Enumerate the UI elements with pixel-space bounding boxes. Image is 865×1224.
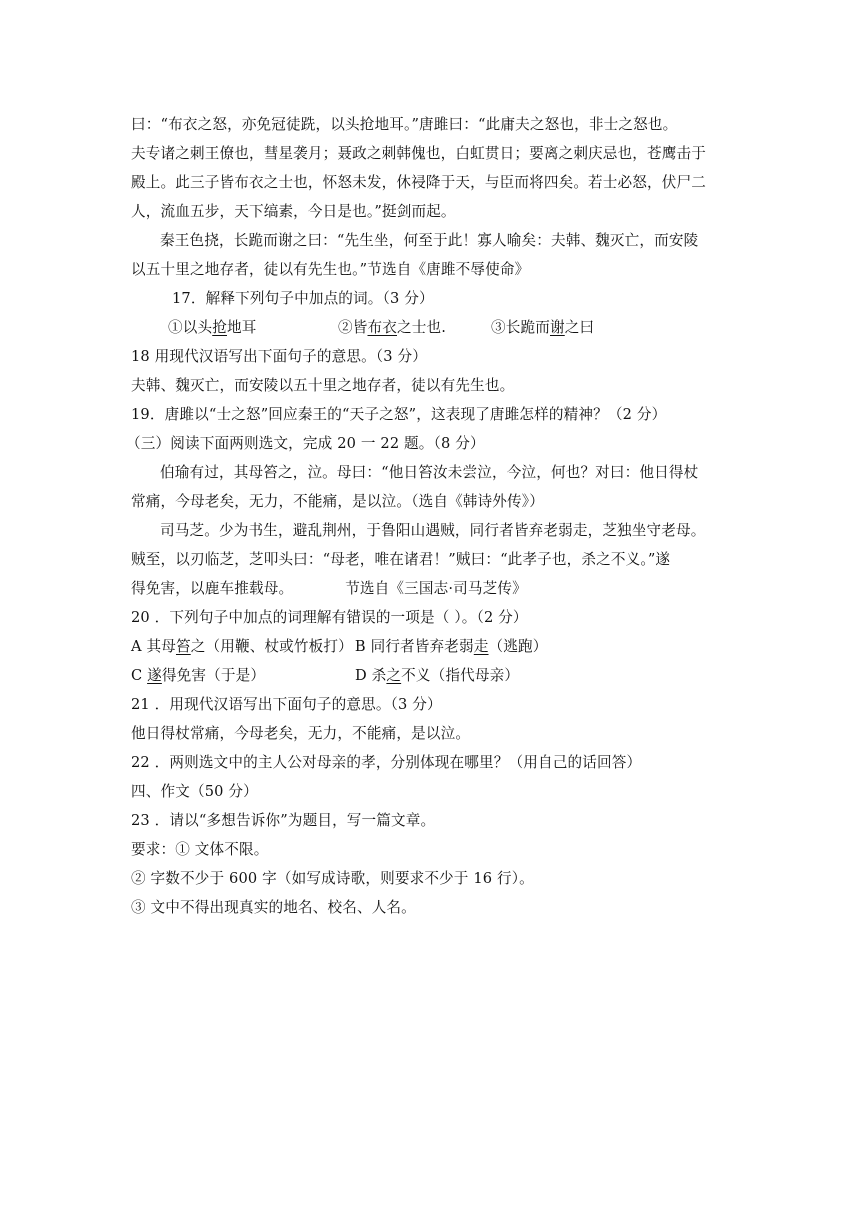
question-22-prompt: 22 ．两则选文中的主人公对母亲的孝，分别体现在哪里？（用自己的话回答）	[131, 754, 642, 771]
question-17-item-2	[338, 318, 446, 338]
section-3-heading: （三）阅读下面两则选文，完成 20 一 22 题。（8 分）	[126, 435, 485, 452]
passage-b-line: 司马芝。少为书生，避乱荆州，于鲁阳山遇贼，同行者皆弃老弱走，芝独坐守老母。	[160, 522, 706, 539]
question-17-prompt: 17．解释下列句子中加点的词。（3 分）	[172, 290, 434, 307]
item-text: 地耳	[226, 319, 257, 336]
passage-b-line	[131, 579, 527, 599]
option-a	[131, 638, 353, 655]
requirement-2: ② 字数不少于 600 字（如写成诗歌，则要求不少于 16 行）。	[131, 870, 534, 887]
passage-line: 人，流血五步，天下缟素，今日是也。”挺剑而起。	[131, 203, 456, 220]
option-text: C	[131, 667, 148, 684]
passage-line: 以五十里之地存者，徒以有先生也。”节选自《唐雎不辱使命》	[131, 261, 530, 278]
passage-line: 殿上。此三子皆布衣之士也，怀怒未发，休祲降于天，与臣而将四矣。若士必怒，伏尸二	[131, 174, 707, 191]
item-text: 之士也.	[397, 319, 447, 336]
question-17-item-3	[491, 318, 594, 338]
item-text: 之曰	[564, 319, 595, 336]
requirement-1: 要求：① 文体不限。	[131, 841, 269, 858]
question-20-option-c	[131, 666, 265, 686]
dotted-word: 谢	[549, 319, 565, 336]
option-text: （逃跑）	[488, 638, 548, 655]
question-17-item-1	[168, 318, 256, 338]
passage-b-text: 得免害，以鹿车推载母。	[131, 580, 294, 597]
question-20-options-ab	[131, 637, 548, 657]
passage-b-line: 贼至，以刃临芝，芝叩头曰：“母老，唯在诸君！”贼曰：“此孝子也，杀之不义。”遂	[131, 551, 671, 568]
dotted-word: 走	[473, 638, 489, 655]
question-19-prompt: 19．唐雎以“士之怒”回应秦王的“天子之怒”，这表现了唐雎怎样的精神？（2 分）	[131, 406, 667, 423]
option-text: 之（用鞭、杖或竹板打）	[190, 638, 353, 655]
option-text: D 杀	[355, 667, 387, 684]
option-b	[355, 638, 548, 655]
question-20-prompt: 20 ．下列句子中加点的词理解有错误的一项是（ ）。（2 分）	[131, 609, 528, 626]
dotted-word: 抢	[212, 319, 227, 336]
question-20-option-d	[355, 666, 519, 686]
question-18-sentence: 夫韩、魏灭亡，而安陵以五十里之地存者，徒以有先生也。	[131, 377, 515, 394]
passage-line: 曰：“布衣之怒，亦免冠徒跣，以头抢地耳。”唐雎曰：“此庸夫之怒也，非士之怒也。	[131, 116, 678, 133]
dotted-word: 遂	[147, 667, 162, 684]
option-text: 得免害（于是）	[161, 667, 266, 684]
passage-b-source: 节选自《三国志·司马芝传》	[345, 580, 527, 597]
passage-a-line: 常痛，今母老矣，无力，不能痛，是以泣。（选自《韩诗外传》）	[131, 493, 544, 510]
question-21-prompt: 21 ．用现代汉语写出下面句子的意思。（3 分）	[131, 696, 442, 713]
question-18-prompt: 18 用现代汉语写出下面句子的意思。（3 分）	[131, 348, 427, 365]
item-text: ②皆	[338, 319, 368, 336]
passage-line: 夫专诸之刺王僚也，彗星袭月；聂政之刺韩傀也，白虹贯日；要离之刺庆忌也，苍鹰击于	[131, 145, 707, 162]
passage-line: 秦王色挠，长跪而谢之曰：“先生坐，何至于此！寡人喻矣：夫韩、魏灭亡，而安陵	[160, 232, 699, 249]
item-text: ③长跪而	[491, 319, 550, 336]
dotted-word: 布衣	[367, 319, 397, 336]
dotted-word: 之	[386, 667, 402, 684]
question-21-sentence: 他日得杖常痛，今母老矣，无力，不能痛，是以泣。	[131, 725, 471, 742]
dotted-word: 笞	[175, 638, 191, 655]
option-text: 不义（指代母亲）	[401, 667, 520, 684]
question-23-prompt: 23 ．请以“多想告诉你”为题目，写一篇文章。	[131, 812, 436, 829]
option-text: A 其母	[131, 638, 176, 655]
item-text: ①以头	[168, 319, 213, 336]
section-4-heading: 四、作文（50 分）	[131, 783, 258, 800]
option-text: B 同行者皆弃老弱	[354, 638, 474, 655]
passage-a-line: 伯瑜有过，其母笞之，泣。母曰：“他日笞汝未尝泣，今泣，何也？对曰：他日得杖	[160, 464, 699, 481]
requirement-3: ③ 文中不得出现真实的地名、校名、人名。	[131, 899, 416, 916]
